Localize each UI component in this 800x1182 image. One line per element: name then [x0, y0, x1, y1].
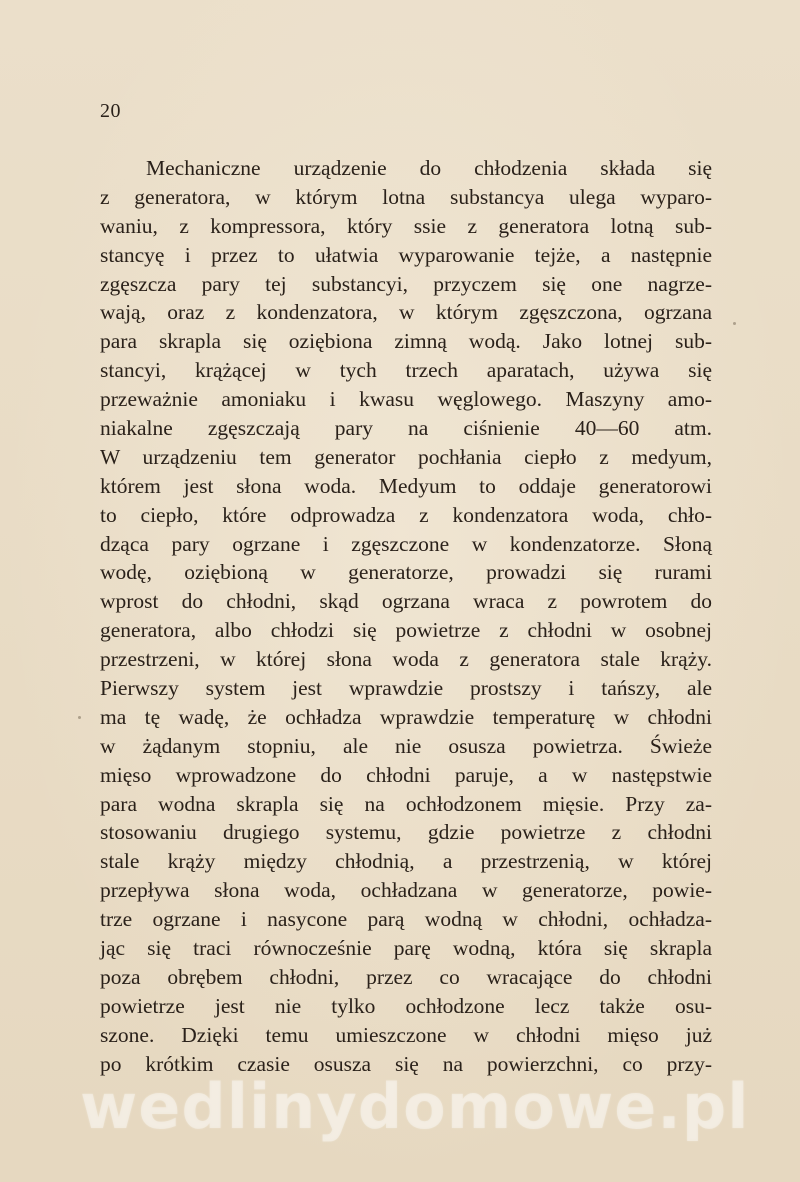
- text-line: Pierwszy system jest wprawdzie prostszy i tańszy, ale: [100, 676, 712, 701]
- text-line: z generatora, w którym lotna substancya ulega wyparo-: [100, 184, 712, 209]
- text-line: mięso wprowadzone do chłodni paruje, a w następstwie: [100, 762, 712, 787]
- text-line: przepływa słona woda, ochładzana w generatorze, powie-: [100, 878, 712, 903]
- text-line: przestrzeni, w której słona woda z generatora stale krąży.: [100, 647, 712, 672]
- body-paragraph: [100, 154, 712, 1079]
- text-line: zgęszcza pary tej substancyi, przyczem się one nagrze-: [100, 271, 712, 296]
- watermark: wedlinydomowe.pl: [80, 1070, 750, 1143]
- text-line: waniu, z kompressora, który ssie z generatora lotną sub-: [100, 213, 712, 238]
- text-line: niakalne zgęszczają pary na ciśnienie 40—60 atm.: [100, 416, 712, 441]
- text-line: którem jest słona woda. Medyum to oddaje generatorowi: [100, 473, 712, 498]
- text-line: szone. Dzięki temu umieszczone w chłodni mięso już: [100, 1022, 712, 1047]
- text-line: stancyi, krążącej w tych trzech aparatach, używa się: [100, 358, 712, 383]
- text-line: para wodna skrapla się na ochłodzonem mięsie. Przy za-: [100, 791, 712, 816]
- paper-speck: [78, 716, 81, 719]
- text-line: dząca pary ogrzane i zgęszczone w kondenzatorze. Słoną: [100, 531, 712, 556]
- text-line: para skrapla się oziębiona zimną wodą. Jako lotnej sub-: [100, 329, 712, 354]
- text-line: w żądanym stopniu, ale nie osusza powietrza. Świeże: [100, 733, 712, 758]
- text-line: przeważnie amoniaku i kwasu węglowego. Maszyny amo-: [100, 387, 712, 412]
- text-line: po krótkim czasie osusza się na powierzchni, co przy-: [100, 1051, 712, 1076]
- page-number: 20: [100, 100, 121, 122]
- paper-speck: [455, 402, 457, 404]
- text-line: poza obrębem chłodni, przez co wracające do chłodni: [100, 964, 712, 989]
- text-line: ma tę wadę, że ochładza wprawdzie temperaturę w chłodni: [100, 704, 712, 729]
- text-line: wodę, oziębioną w generatorze, prowadzi się rurami: [100, 560, 712, 585]
- text-line: W urządzeniu tem generator pochłania ciepło z medyum,: [100, 444, 712, 469]
- text-line: powietrze jest nie tylko ochłodzone lecz także osu-: [100, 993, 712, 1018]
- text-line: stale krąży między chłodnią, a przestrzenią, w której: [100, 849, 712, 874]
- text-line: Mechaniczne urządzenie do chłodzenia składa się: [146, 156, 712, 180]
- text-line: stancyę i przez to ułatwia wyparowanie tejże, a następnie: [100, 242, 712, 267]
- text-line: to ciepło, które odprowadza z kondenzatora woda, chło-: [100, 502, 712, 527]
- text-line: generatora, albo chłodzi się powietrze z chłodni w osobnej: [100, 618, 712, 643]
- text-line: jąc się traci równocześnie parę wodną, która się skrapla: [100, 936, 712, 961]
- paper-speck: [733, 322, 736, 325]
- text-line: stosowaniu drugiego systemu, gdzie powietrze z chłodni: [100, 820, 712, 845]
- text-line: wprost do chłodni, skąd ogrzana wraca z powrotem do: [100, 589, 712, 614]
- text-line: wają, oraz z kondenzatora, w którym zgęszczona, ogrzana: [100, 300, 712, 325]
- text-line: trze ogrzane i nasycone parą wodną w chłodni, ochładza-: [100, 907, 712, 932]
